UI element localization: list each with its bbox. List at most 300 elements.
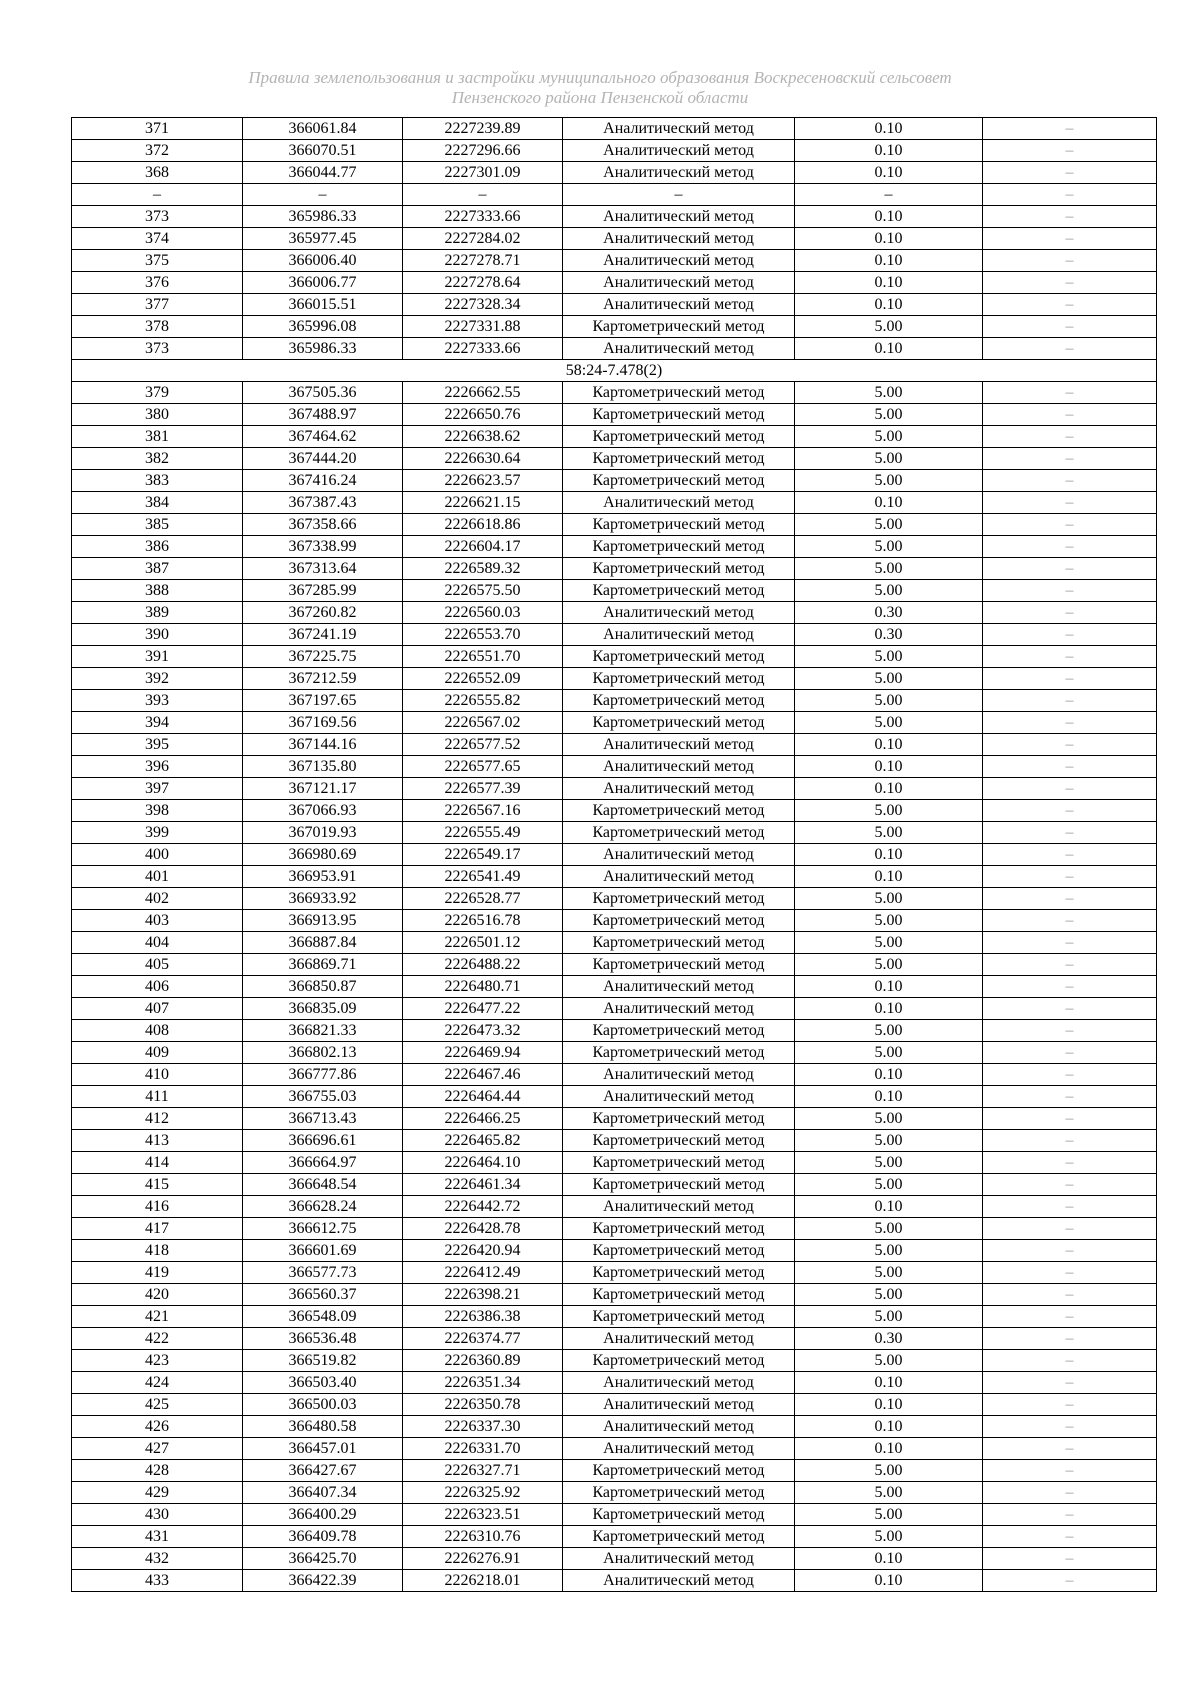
point-number-cell: 376	[72, 272, 243, 294]
method-cell: Картометрический метод	[563, 382, 795, 404]
method-cell: Картометрический метод	[563, 1042, 795, 1064]
point-number-cell: 412	[72, 1108, 243, 1130]
method-cell: Аналитический метод	[563, 338, 795, 360]
method-cell: Аналитический метод	[563, 624, 795, 646]
x-coordinate-cell: 367197.65	[243, 690, 403, 712]
note-cell: –	[983, 1438, 1157, 1460]
note-cell: –	[983, 1262, 1157, 1284]
note-cell: –	[983, 184, 1157, 206]
point-number-cell: 399	[72, 822, 243, 844]
point-number-cell: 428	[72, 1460, 243, 1482]
table-row	[72, 536, 1157, 558]
note-cell: –	[983, 1174, 1157, 1196]
accuracy-cell: 5.00	[795, 932, 983, 954]
note-cell: –	[983, 492, 1157, 514]
method-cell: Картометрический метод	[563, 690, 795, 712]
table-row	[72, 1196, 1157, 1218]
note-cell: –	[983, 932, 1157, 954]
y-coordinate-cell: 2227284.02	[403, 228, 563, 250]
point-number-cell: 402	[72, 888, 243, 910]
point-number-cell: 405	[72, 954, 243, 976]
accuracy-cell: 5.00	[795, 1526, 983, 1548]
note-cell: –	[983, 954, 1157, 976]
method-cell: Аналитический метод	[563, 1438, 795, 1460]
method-cell: Картометрический метод	[563, 1482, 795, 1504]
method-cell: Картометрический метод	[563, 888, 795, 910]
point-number-cell: 377	[72, 294, 243, 316]
table-row	[72, 1020, 1157, 1042]
table-row	[72, 1152, 1157, 1174]
method-cell: Картометрический метод	[563, 822, 795, 844]
x-coordinate-cell: 366425.70	[243, 1548, 403, 1570]
accuracy-cell: 5.00	[795, 404, 983, 426]
y-coordinate-cell: 2226276.91	[403, 1548, 563, 1570]
note-cell: –	[983, 338, 1157, 360]
y-coordinate-cell: 2226560.03	[403, 602, 563, 624]
x-coordinate-cell: 366500.03	[243, 1394, 403, 1416]
accuracy-cell: 5.00	[795, 470, 983, 492]
accuracy-cell: 5.00	[795, 536, 983, 558]
x-coordinate-cell: 366696.61	[243, 1130, 403, 1152]
table-row	[72, 1372, 1157, 1394]
note-cell: –	[983, 118, 1157, 140]
x-coordinate-cell: 367285.99	[243, 580, 403, 602]
note-cell: –	[983, 1042, 1157, 1064]
method-cell: Картометрический метод	[563, 1284, 795, 1306]
table-row	[72, 888, 1157, 910]
note-cell: –	[983, 1284, 1157, 1306]
point-number-cell: 400	[72, 844, 243, 866]
note-cell: –	[983, 998, 1157, 1020]
accuracy-cell: 5.00	[795, 822, 983, 844]
point-number-cell: 396	[72, 756, 243, 778]
table-row	[72, 118, 1157, 140]
accuracy-cell: 0.30	[795, 1328, 983, 1350]
y-coordinate-cell: 2226551.70	[403, 646, 563, 668]
x-coordinate-cell: 366980.69	[243, 844, 403, 866]
table-row	[72, 1570, 1157, 1592]
y-coordinate-cell: 2226589.32	[403, 558, 563, 580]
point-number-cell: 383	[72, 470, 243, 492]
y-coordinate-cell: 2226618.86	[403, 514, 563, 536]
note-cell: –	[983, 316, 1157, 338]
table-row	[72, 734, 1157, 756]
method-cell: Аналитический метод	[563, 778, 795, 800]
note-cell: –	[983, 382, 1157, 404]
y-coordinate-cell: 2227296.66	[403, 140, 563, 162]
point-number-cell: 389	[72, 602, 243, 624]
table-row	[72, 1416, 1157, 1438]
y-coordinate-cell: 2226552.09	[403, 668, 563, 690]
note-cell: –	[983, 1372, 1157, 1394]
method-cell: Аналитический метод	[563, 294, 795, 316]
x-coordinate-cell: 367135.80	[243, 756, 403, 778]
y-coordinate-cell: 2226467.46	[403, 1064, 563, 1086]
accuracy-cell: 5.00	[795, 1460, 983, 1482]
point-number-cell: 422	[72, 1328, 243, 1350]
accuracy-cell: 0.10	[795, 734, 983, 756]
accuracy-cell: 0.10	[795, 866, 983, 888]
accuracy-cell: 5.00	[795, 1240, 983, 1262]
accuracy-cell: 5.00	[795, 1262, 983, 1284]
x-coordinate-cell: 366664.97	[243, 1152, 403, 1174]
x-coordinate-cell: 367387.43	[243, 492, 403, 514]
x-coordinate-cell: 366869.71	[243, 954, 403, 976]
x-coordinate-cell: 366422.39	[243, 1570, 403, 1592]
note-cell: –	[983, 1328, 1157, 1350]
method-cell: Аналитический метод	[563, 1086, 795, 1108]
method-cell: Картометрический метод	[563, 646, 795, 668]
y-coordinate-cell: 2226420.94	[403, 1240, 563, 1262]
x-coordinate-cell: 367338.99	[243, 536, 403, 558]
accuracy-cell: 5.00	[795, 1174, 983, 1196]
accuracy-cell: 5.00	[795, 1152, 983, 1174]
method-cell: Картометрический метод	[563, 316, 795, 338]
y-coordinate-cell: 2226337.30	[403, 1416, 563, 1438]
y-coordinate-cell: 2226577.39	[403, 778, 563, 800]
y-coordinate-cell: 2226350.78	[403, 1394, 563, 1416]
x-coordinate-cell: 366061.84	[243, 118, 403, 140]
accuracy-cell: 5.00	[795, 1350, 983, 1372]
accuracy-cell: 5.00	[795, 1482, 983, 1504]
table-row	[72, 184, 1157, 206]
method-cell: Картометрический метод	[563, 1218, 795, 1240]
note-cell: –	[983, 866, 1157, 888]
y-coordinate-cell: 2226541.49	[403, 866, 563, 888]
table-row	[72, 1350, 1157, 1372]
x-coordinate-cell: 367241.19	[243, 624, 403, 646]
point-number-cell: 408	[72, 1020, 243, 1042]
note-cell: –	[983, 690, 1157, 712]
note-cell: –	[983, 1394, 1157, 1416]
section-title-cell: 58:24-7.478(2)	[72, 360, 1157, 382]
method-cell: Аналитический метод	[563, 250, 795, 272]
point-number-cell: 375	[72, 250, 243, 272]
point-number-cell: 420	[72, 1284, 243, 1306]
note-cell: –	[983, 1108, 1157, 1130]
accuracy-cell: 5.00	[795, 1020, 983, 1042]
y-coordinate-cell: 2226461.34	[403, 1174, 563, 1196]
method-cell: Аналитический метод	[563, 228, 795, 250]
method-cell: Аналитический метод	[563, 1548, 795, 1570]
point-number-cell: –	[72, 184, 243, 206]
coordinates-table	[71, 117, 1157, 1592]
accuracy-cell: 5.00	[795, 668, 983, 690]
point-number-cell: 410	[72, 1064, 243, 1086]
method-cell: Аналитический метод	[563, 976, 795, 998]
x-coordinate-cell: 366913.95	[243, 910, 403, 932]
x-coordinate-cell: 367121.17	[243, 778, 403, 800]
table-row	[72, 844, 1157, 866]
method-cell: Картометрический метод	[563, 1108, 795, 1130]
table-row	[72, 1042, 1157, 1064]
y-coordinate-cell: 2227278.64	[403, 272, 563, 294]
y-coordinate-cell: 2226398.21	[403, 1284, 563, 1306]
method-cell: Картометрический метод	[563, 1350, 795, 1372]
x-coordinate-cell: 366480.58	[243, 1416, 403, 1438]
note-cell: –	[983, 250, 1157, 272]
table-row	[72, 272, 1157, 294]
method-cell: Картометрический метод	[563, 1152, 795, 1174]
y-coordinate-cell: 2226351.34	[403, 1372, 563, 1394]
point-number-cell: 418	[72, 1240, 243, 1262]
x-coordinate-cell: 365996.08	[243, 316, 403, 338]
note-cell: –	[983, 822, 1157, 844]
x-coordinate-cell: 366755.03	[243, 1086, 403, 1108]
point-number-cell: 382	[72, 448, 243, 470]
y-coordinate-cell: 2226323.51	[403, 1504, 563, 1526]
point-number-cell: 423	[72, 1350, 243, 1372]
accuracy-cell: 5.00	[795, 888, 983, 910]
table-row	[72, 602, 1157, 624]
note-cell: –	[983, 1064, 1157, 1086]
x-coordinate-cell: 366601.69	[243, 1240, 403, 1262]
table-row	[72, 1526, 1157, 1548]
method-cell: Картометрический метод	[563, 1460, 795, 1482]
accuracy-cell: 0.10	[795, 1196, 983, 1218]
accuracy-cell: 5.00	[795, 448, 983, 470]
method-cell: Аналитический метод	[563, 1064, 795, 1086]
x-coordinate-cell: 367212.59	[243, 668, 403, 690]
method-cell: Картометрический метод	[563, 954, 795, 976]
table-row	[72, 1460, 1157, 1482]
accuracy-cell: 0.10	[795, 1372, 983, 1394]
accuracy-cell: 0.30	[795, 602, 983, 624]
y-coordinate-cell: 2226528.77	[403, 888, 563, 910]
x-coordinate-cell: 366850.87	[243, 976, 403, 998]
note-cell: –	[983, 756, 1157, 778]
accuracy-cell: 0.10	[795, 976, 983, 998]
point-number-cell: 419	[72, 1262, 243, 1284]
table-row	[72, 690, 1157, 712]
y-coordinate-cell: 2226310.76	[403, 1526, 563, 1548]
note-cell: –	[983, 1350, 1157, 1372]
point-number-cell: 378	[72, 316, 243, 338]
y-coordinate-cell: 2226464.44	[403, 1086, 563, 1108]
accuracy-cell: 5.00	[795, 690, 983, 712]
table-row	[72, 976, 1157, 998]
table-row	[72, 1482, 1157, 1504]
section-row	[72, 360, 1157, 382]
note-cell: –	[983, 1306, 1157, 1328]
table-row	[72, 338, 1157, 360]
x-coordinate-cell: 367225.75	[243, 646, 403, 668]
point-number-cell: 387	[72, 558, 243, 580]
note-cell: –	[983, 514, 1157, 536]
table-row	[72, 316, 1157, 338]
y-coordinate-cell: 2226466.25	[403, 1108, 563, 1130]
accuracy-cell: 5.00	[795, 514, 983, 536]
table-row	[72, 514, 1157, 536]
x-coordinate-cell: 366628.24	[243, 1196, 403, 1218]
method-cell: Аналитический метод	[563, 866, 795, 888]
y-coordinate-cell: 2226621.15	[403, 492, 563, 514]
point-number-cell: 391	[72, 646, 243, 668]
accuracy-cell: 0.10	[795, 1086, 983, 1108]
accuracy-cell: 0.10	[795, 1548, 983, 1570]
point-number-cell: 416	[72, 1196, 243, 1218]
accuracy-cell: 0.10	[795, 1394, 983, 1416]
method-cell: Аналитический метод	[563, 756, 795, 778]
table-row	[72, 294, 1157, 316]
accuracy-cell: –	[795, 184, 983, 206]
y-coordinate-cell: 2226516.78	[403, 910, 563, 932]
point-number-cell: 409	[72, 1042, 243, 1064]
accuracy-cell: 0.10	[795, 1570, 983, 1592]
x-coordinate-cell: 366536.48	[243, 1328, 403, 1350]
y-coordinate-cell: 2226386.38	[403, 1306, 563, 1328]
note-cell: –	[983, 228, 1157, 250]
x-coordinate-cell: 367066.93	[243, 800, 403, 822]
point-number-cell: 432	[72, 1548, 243, 1570]
method-cell: Картометрический метод	[563, 712, 795, 734]
x-coordinate-cell: 367444.20	[243, 448, 403, 470]
table-row	[72, 1438, 1157, 1460]
method-cell: Картометрический метод	[563, 558, 795, 580]
note-cell: –	[983, 140, 1157, 162]
table-row	[72, 1218, 1157, 1240]
accuracy-cell: 5.00	[795, 1042, 983, 1064]
table-row	[72, 1328, 1157, 1350]
x-coordinate-cell: 367169.56	[243, 712, 403, 734]
note-cell: –	[983, 1020, 1157, 1042]
point-number-cell: 417	[72, 1218, 243, 1240]
x-coordinate-cell: 365986.33	[243, 338, 403, 360]
x-coordinate-cell: 366409.78	[243, 1526, 403, 1548]
table-row	[72, 1284, 1157, 1306]
note-cell: –	[983, 1152, 1157, 1174]
point-number-cell: 372	[72, 140, 243, 162]
note-cell: –	[983, 404, 1157, 426]
table-row	[72, 140, 1157, 162]
y-coordinate-cell: 2226553.70	[403, 624, 563, 646]
table-row	[72, 822, 1157, 844]
x-coordinate-cell: 366713.43	[243, 1108, 403, 1130]
y-coordinate-cell: 2227278.71	[403, 250, 563, 272]
x-coordinate-cell: 366044.77	[243, 162, 403, 184]
accuracy-cell: 5.00	[795, 954, 983, 976]
point-number-cell: 404	[72, 932, 243, 954]
table-row	[72, 1306, 1157, 1328]
y-coordinate-cell: 2226360.89	[403, 1350, 563, 1372]
note-cell: –	[983, 888, 1157, 910]
y-coordinate-cell: 2226623.57	[403, 470, 563, 492]
method-cell: Аналитический метод	[563, 1196, 795, 1218]
table-row	[72, 580, 1157, 602]
method-cell: Аналитический метод	[563, 162, 795, 184]
y-coordinate-cell: –	[403, 184, 563, 206]
method-cell: Аналитический метод	[563, 206, 795, 228]
y-coordinate-cell: 2226374.77	[403, 1328, 563, 1350]
note-cell: –	[983, 162, 1157, 184]
accuracy-cell: 0.10	[795, 118, 983, 140]
point-number-cell: 407	[72, 998, 243, 1020]
y-coordinate-cell: 2226325.92	[403, 1482, 563, 1504]
x-coordinate-cell: 366612.75	[243, 1218, 403, 1240]
y-coordinate-cell: 2226501.12	[403, 932, 563, 954]
accuracy-cell: 0.30	[795, 624, 983, 646]
table-row	[72, 1130, 1157, 1152]
method-cell: Аналитический метод	[563, 492, 795, 514]
y-coordinate-cell: 2226575.50	[403, 580, 563, 602]
note-cell: –	[983, 1548, 1157, 1570]
note-cell: –	[983, 1240, 1157, 1262]
point-number-cell: 394	[72, 712, 243, 734]
point-number-cell: 424	[72, 1372, 243, 1394]
point-number-cell: 386	[72, 536, 243, 558]
note-cell: –	[983, 558, 1157, 580]
note-cell: –	[983, 624, 1157, 646]
note-cell: –	[983, 272, 1157, 294]
point-number-cell: 427	[72, 1438, 243, 1460]
point-number-cell: 371	[72, 118, 243, 140]
point-number-cell: 415	[72, 1174, 243, 1196]
table-row	[72, 756, 1157, 778]
table-row	[72, 206, 1157, 228]
accuracy-cell: 0.10	[795, 844, 983, 866]
y-coordinate-cell: 2227333.66	[403, 206, 563, 228]
method-cell: Картометрический метод	[563, 426, 795, 448]
accuracy-cell: 0.10	[795, 272, 983, 294]
table-row	[72, 470, 1157, 492]
accuracy-cell: 0.10	[795, 228, 983, 250]
table-row	[72, 426, 1157, 448]
y-coordinate-cell: 2226577.65	[403, 756, 563, 778]
accuracy-cell: 5.00	[795, 1306, 983, 1328]
point-number-cell: 381	[72, 426, 243, 448]
x-coordinate-cell: 367313.64	[243, 558, 403, 580]
y-coordinate-cell: 2226464.10	[403, 1152, 563, 1174]
x-coordinate-cell: 366006.40	[243, 250, 403, 272]
x-coordinate-cell: 366548.09	[243, 1306, 403, 1328]
y-coordinate-cell: 2226327.71	[403, 1460, 563, 1482]
table-row	[72, 382, 1157, 404]
table-row	[72, 646, 1157, 668]
y-coordinate-cell: 2226567.16	[403, 800, 563, 822]
page-header	[0, 68, 1200, 108]
table-row	[72, 998, 1157, 1020]
x-coordinate-cell: 367358.66	[243, 514, 403, 536]
point-number-cell: 433	[72, 1570, 243, 1592]
method-cell: Аналитический метод	[563, 1416, 795, 1438]
x-coordinate-cell: 366933.92	[243, 888, 403, 910]
table-row	[72, 866, 1157, 888]
accuracy-cell: 5.00	[795, 1284, 983, 1306]
accuracy-cell: 5.00	[795, 580, 983, 602]
accuracy-cell: 5.00	[795, 382, 983, 404]
y-coordinate-cell: 2226555.49	[403, 822, 563, 844]
x-coordinate-cell: 366015.51	[243, 294, 403, 316]
method-cell: Картометрический метод	[563, 1130, 795, 1152]
y-coordinate-cell: 2226567.02	[403, 712, 563, 734]
y-coordinate-cell: 2226480.71	[403, 976, 563, 998]
point-number-cell: 388	[72, 580, 243, 602]
note-cell: –	[983, 536, 1157, 558]
x-coordinate-cell: 366577.73	[243, 1262, 403, 1284]
x-coordinate-cell: 366887.84	[243, 932, 403, 954]
x-coordinate-cell: 367505.36	[243, 382, 403, 404]
point-number-cell: 384	[72, 492, 243, 514]
note-cell: –	[983, 1218, 1157, 1240]
method-cell: Аналитический метод	[563, 272, 795, 294]
y-coordinate-cell: 2226555.82	[403, 690, 563, 712]
accuracy-cell: 5.00	[795, 1108, 983, 1130]
accuracy-cell: 0.10	[795, 778, 983, 800]
accuracy-cell: 0.10	[795, 756, 983, 778]
y-coordinate-cell: 2227239.89	[403, 118, 563, 140]
x-coordinate-cell: 366400.29	[243, 1504, 403, 1526]
x-coordinate-cell: 366503.40	[243, 1372, 403, 1394]
